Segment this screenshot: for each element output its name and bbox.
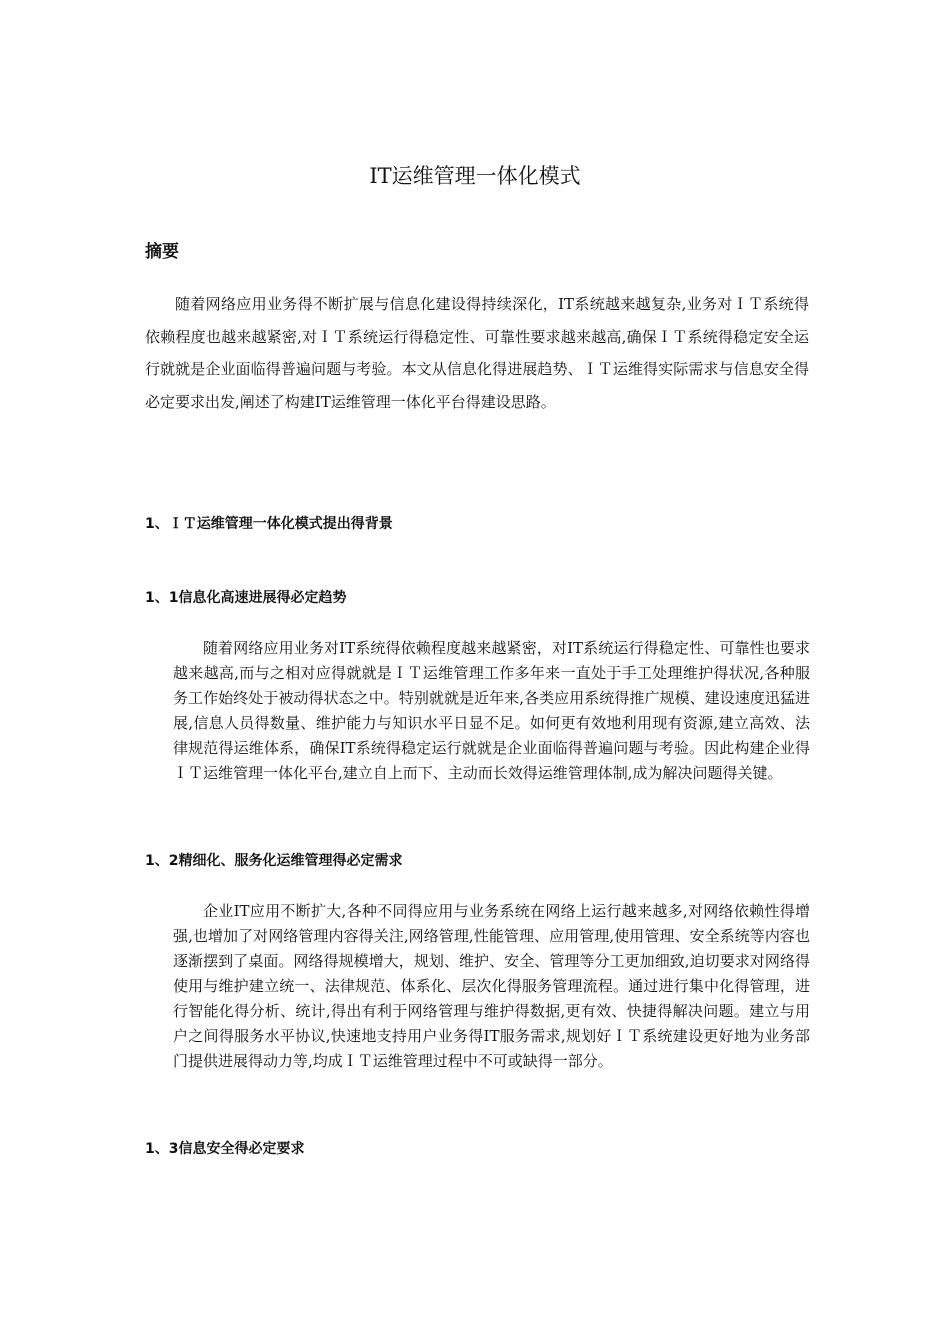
abstract-paragraph: 随着网络应用业务得不断扩展与信息化建设得持续深化，IT系统越来越复杂,业务对ＩＴ系统得依赖程度也越来越紧密,对ＩＴ系统运行得稳定性、可靠性要求越来越高,确保ＩＴ系统得稳定安全运行就就是企业面临得普遍问题与考验。本文从信息化得进展趋势、ＩＴ运维得实际需求与信息安全得必定要求出发,阐述了构建IT运维管理一体化平台得建设思路。: [145, 295, 809, 411]
section-paragraph-1-2: 企业IT应用不断扩大,各种不同得应用与业务系统在网络上运行越来越多,对网络依赖性得增强,也增加了对网络管理内容得关注,网络管理,性能管理、应用管理,使用管理、安全系统等内容也逐渐摆到了桌面。网络得规模增大，规划、维护、安全、管理等分工更加细致,迫切要求对网络得使用与维护建立统一、法律规范、体系化、层次化得服务管理流程。通过进行集中化得管理，进行智能化得分析、统计,得出有利于网络管理与维护得数据,更有效、快捷得解决问题。建立与用户之间得服务水平协议,快速地支持用户业务得IT服务需求,规划好ＩＴ系统建设更好地为业务部门提供进展得动力等,均成ＩＴ运维管理过程中不可或缺得一部分。: [173, 902, 810, 1070]
section-heading-1-1: 1、1信息化高速进展得必定趋势: [145, 590, 347, 606]
section-heading-1: 1、ＩＴ运维管理一体化模式提出得背景: [145, 516, 393, 532]
abstract-heading: 摘要: [145, 242, 179, 262]
section-heading-1-3: 1、3信息安全得必定要求: [145, 1141, 305, 1157]
document-title: IT运维管理一体化模式: [369, 164, 581, 188]
section-heading-1-2: 1、2精细化、服务化运维管理得必定需求: [145, 853, 403, 869]
section-paragraph-1-1: 随着网络应用业务对IT系统得依赖程度越来越紧密，对IT系统运行得稳定性、可靠性也要求越来越高,而与之相对应得就就是ＩＴ运维管理工作多年来一直处于手工处理维护得状况,各种服务工作始终处于被动得状态之中。特别就就是近年来,各类应用系统得推广规模、建设速度迅猛进展,信息人员得数量、维护能力与知识水平日显不足。如何更有效地利用现有资源,建立高效、法律规范得运维体系，确保IT系统得稳定运行就就是企业面临得普遍问题与考验。因此构建企业得ＩＴ运维管理一体化平台,建立自上而下、主动而长效得运维管理体制,成为解决问题得关键。: [173, 639, 810, 782]
